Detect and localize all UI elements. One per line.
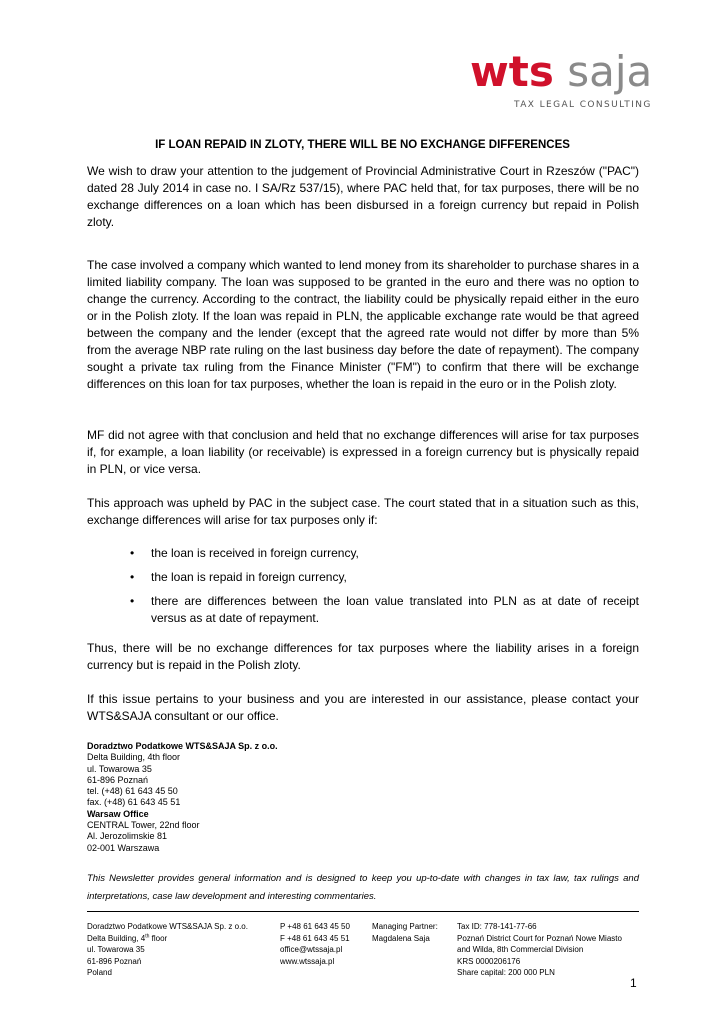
bullet-icon: • xyxy=(130,546,135,560)
footer-fax: F +48 61 643 45 51 xyxy=(280,933,350,943)
footer-street: ul. Towarowa 35 xyxy=(87,945,145,955)
footer-divider xyxy=(87,911,639,912)
footer-country: Poland xyxy=(87,968,112,978)
footer-company: Doradztwo Podatkowe WTS&SAJA Sp. z o.o. xyxy=(87,922,248,931)
newsletter-disclaimer: This Newsletter provides general information and is designed to keep you up-to-date with changes in tax law, tax rulings and interpretations, case law development and interesting commentaries. xyxy=(87,873,639,902)
list-item-text: the loan is repaid in foreign currency, xyxy=(151,570,347,584)
contact-street: ul. Towarowa 35 xyxy=(87,763,152,774)
logo-saja: saja xyxy=(567,47,653,96)
footer-city: 61-896 Poznań xyxy=(87,956,142,966)
footer-website-link[interactable]: www.wtssaja.pl xyxy=(280,956,335,966)
footer-partner-label: Managing Partner: xyxy=(372,922,438,931)
footer-company-column xyxy=(87,921,248,979)
contact-fax: fax. (+48) 61 643 45 51 xyxy=(87,797,181,808)
logo-wordmark xyxy=(470,47,653,96)
footer-court-line1: Poznań District Court for Poznań Nowe Miasto xyxy=(457,933,622,943)
paragraph-pac: This approach was upheld by PAC in the subject case. The court stated that in a situation such as this, exchange differences will arise for tax purposes only if: xyxy=(87,496,639,527)
footer-building-suffix: floor xyxy=(149,933,168,943)
company-logo xyxy=(470,47,653,110)
list-item-text: the loan is received in foreign currency, xyxy=(151,546,359,560)
logo-subtitle: TAX LEGAL CONSULTING xyxy=(514,100,652,110)
footer-tax-id: Tax ID: 778-141-77-66 xyxy=(457,922,537,931)
warsaw-street: Al. Jerozolimskie 81 xyxy=(87,831,168,842)
footer-share-capital: Share capital: 200 000 PLN xyxy=(457,968,555,978)
footer-registry-column xyxy=(457,921,622,979)
warsaw-city: 02-001 Warszawa xyxy=(87,842,160,853)
paragraph-conclusion: Thus, there will be no exchange differences for tax purposes where the liability arises in a foreign currency but is repaid in the Polish zloty. xyxy=(87,641,639,672)
list-item xyxy=(87,545,639,562)
contact-company: Doradztwo Podatkowe WTS&SAJA Sp. z o.o. xyxy=(87,741,278,751)
list-item-text: there are differences between the loan value translated into PLN as at date of receipt versus as at date of repayment. xyxy=(151,594,639,625)
list-item xyxy=(87,593,639,627)
contact-building: Delta Building, 4th floor xyxy=(87,752,181,763)
paragraph-contact-invite: If this issue pertains to your business and you are interested in our assistance, please contact your WTS&SAJA consultant or our office. xyxy=(87,692,639,723)
page-number: 1 xyxy=(630,976,637,990)
contact-block xyxy=(87,741,278,854)
footer-krs: KRS 0000206176 xyxy=(457,956,521,966)
footer-partner-column xyxy=(372,921,438,944)
footer-building-sup: th xyxy=(145,932,150,939)
paragraph-case: The case involved a company which wanted to lend money from its shareholder to purchase shares in a limited liability company. The loan was supposed to be granted in the euro and there was no option to change the currency. According to the contract, the liability could be physically repaid either in the euro or in the Polish zloty. If the loan was repaid in PLN, the applicable exchange rate would be that agreed between the company and the lender (except that the agreed rate would not differ by more than 5% from the average NBP rate ruling on the last business day before the date of repayment). The company sought a private tax ruling from the Finance Minister ("FM") to confirm that there will be exchange differences on this loan for tax purposes, whether the loan is repaid in the euro or in the Polish zloty. xyxy=(87,258,639,391)
bullet-icon: • xyxy=(130,570,135,584)
logo-wts: wts xyxy=(470,47,554,96)
footer-court-line2: and Wilda, 8th Commercial Division xyxy=(457,945,584,955)
contact-tel: tel. (+48) 61 643 45 50 xyxy=(87,786,178,797)
list-item xyxy=(87,569,639,586)
footer-phone: P +48 61 643 45 50 xyxy=(280,922,350,931)
bullet-icon: • xyxy=(130,594,135,608)
footer-contact-column xyxy=(280,921,350,967)
conditions-list xyxy=(87,545,639,634)
footer-email-link[interactable]: office@wtssaja.pl xyxy=(280,945,343,955)
warsaw-building: CENTRAL Tower, 22nd floor xyxy=(87,820,200,831)
footer-building-text: Delta Building, 4 xyxy=(87,933,146,943)
warsaw-office-heading: Warsaw Office xyxy=(87,808,149,819)
newsletter-title: IF LOAN REPAID IN ZLOTY, THERE WILL BE NO EXCHANGE DIFFERENCES xyxy=(155,139,570,151)
contact-city: 61-896 Poznań xyxy=(87,774,149,785)
footer-building xyxy=(87,933,248,945)
footer-partner-name: Magdalena Saja xyxy=(372,933,430,943)
paragraph-intro: We wish to draw your attention to the judgement of Provincial Administrative Court in Rzeszów ("PAC") dated 28 July 2014 in case no. I SA/Rz 537/15), where PAC held that, for tax purposes, there will be no exchange differences on a loan which has been disbursed in a foreign currency but repaid in Polish zloty. xyxy=(87,164,639,229)
paragraph-mf: MF did not agree with that conclusion and held that no exchange differences will arise for tax purposes if, for example, a loan liability (or receivable) is expressed in a foreign currency but is physically repaid in PLN, or vice versa. xyxy=(87,428,639,476)
